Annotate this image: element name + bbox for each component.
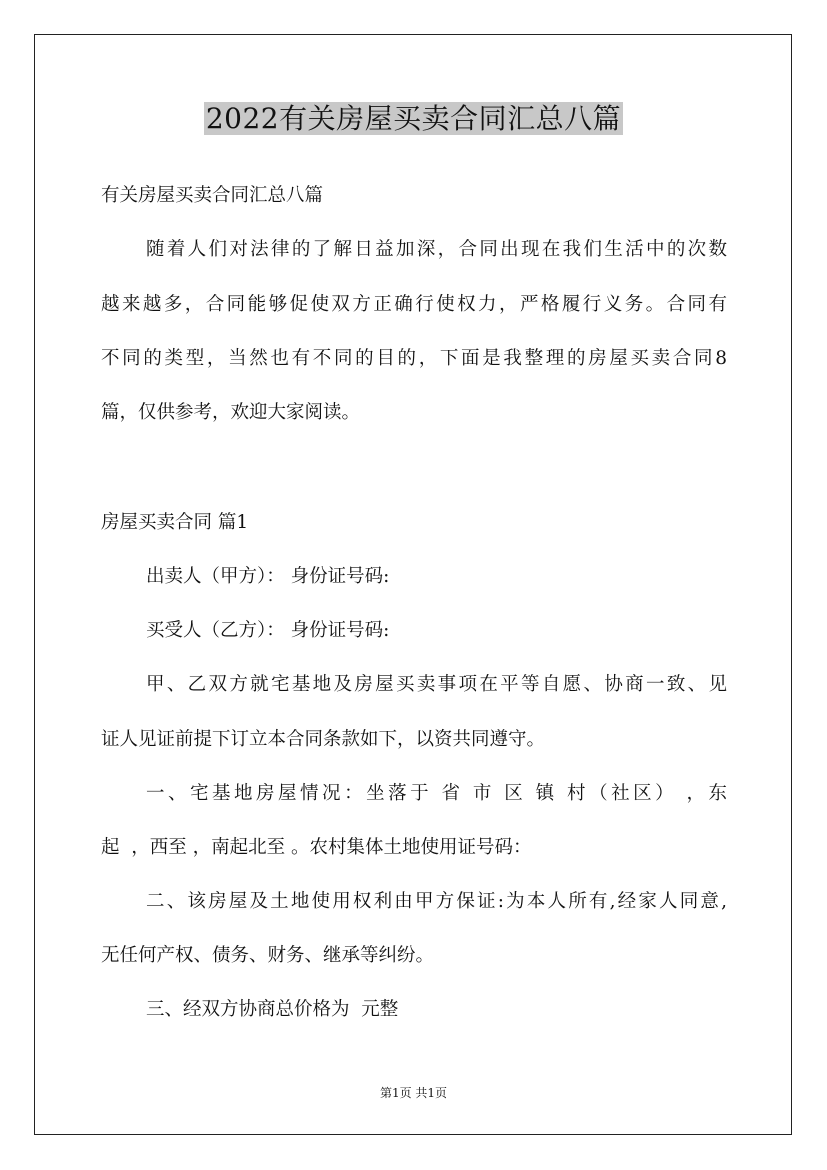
buyer-line: 买受人（乙方）： 身份证号码: — [146, 620, 390, 641]
intro-line-3: 不同的类型，当然也有不同的目的，下面是我整理的房屋买卖合同8 — [101, 348, 727, 369]
clause-one-line-2: 起 ，西至 ，南起北至 。农村集体土地使用证号码： — [101, 837, 532, 858]
document-title — [0, 98, 827, 140]
clause-one-line-1: 一、宅基地房屋情况：坐落于 省 市 区 镇 村（社区） ，东 — [146, 783, 727, 804]
clause-three-line: 三、经双方协商总价格为 元整 — [146, 999, 399, 1020]
section-heading: 房屋买卖合同 篇1 — [101, 512, 249, 533]
intro-line-4: 篇，仅供参考，欢迎大家阅读。 — [101, 402, 361, 423]
clause-two-line-2: 无任何产权、债务、财务、继承等纠纷。 — [101, 945, 435, 966]
clause-two-line-1: 二、该房屋及土地使用权利由甲方保证:为本人所有,经家人同意, — [146, 891, 727, 912]
intro-line-2: 越来越多，合同能够促使双方正确行使权力，严格履行义务。合同有 — [101, 294, 727, 315]
agreement-line-1: 甲、乙双方就宅基地及房屋买卖事项在平等自愿、协商一致、见 — [146, 674, 727, 695]
intro-line-1: 随着人们对法律的了解日益加深，合同出现在我们生活中的次数 — [146, 239, 727, 260]
page-footer: 第1页 共1页 — [379, 1086, 448, 1100]
agreement-line-2: 证人见证前提下订立本合同条款如下，以资共同遵守。 — [101, 729, 546, 750]
document-title-text: 2022有关房屋买卖合同汇总八篇 — [205, 102, 622, 135]
seller-line: 出卖人（甲方）： 身份证号码: — [146, 566, 390, 587]
document-subtitle: 有关房屋买卖合同汇总八篇 — [101, 185, 324, 206]
